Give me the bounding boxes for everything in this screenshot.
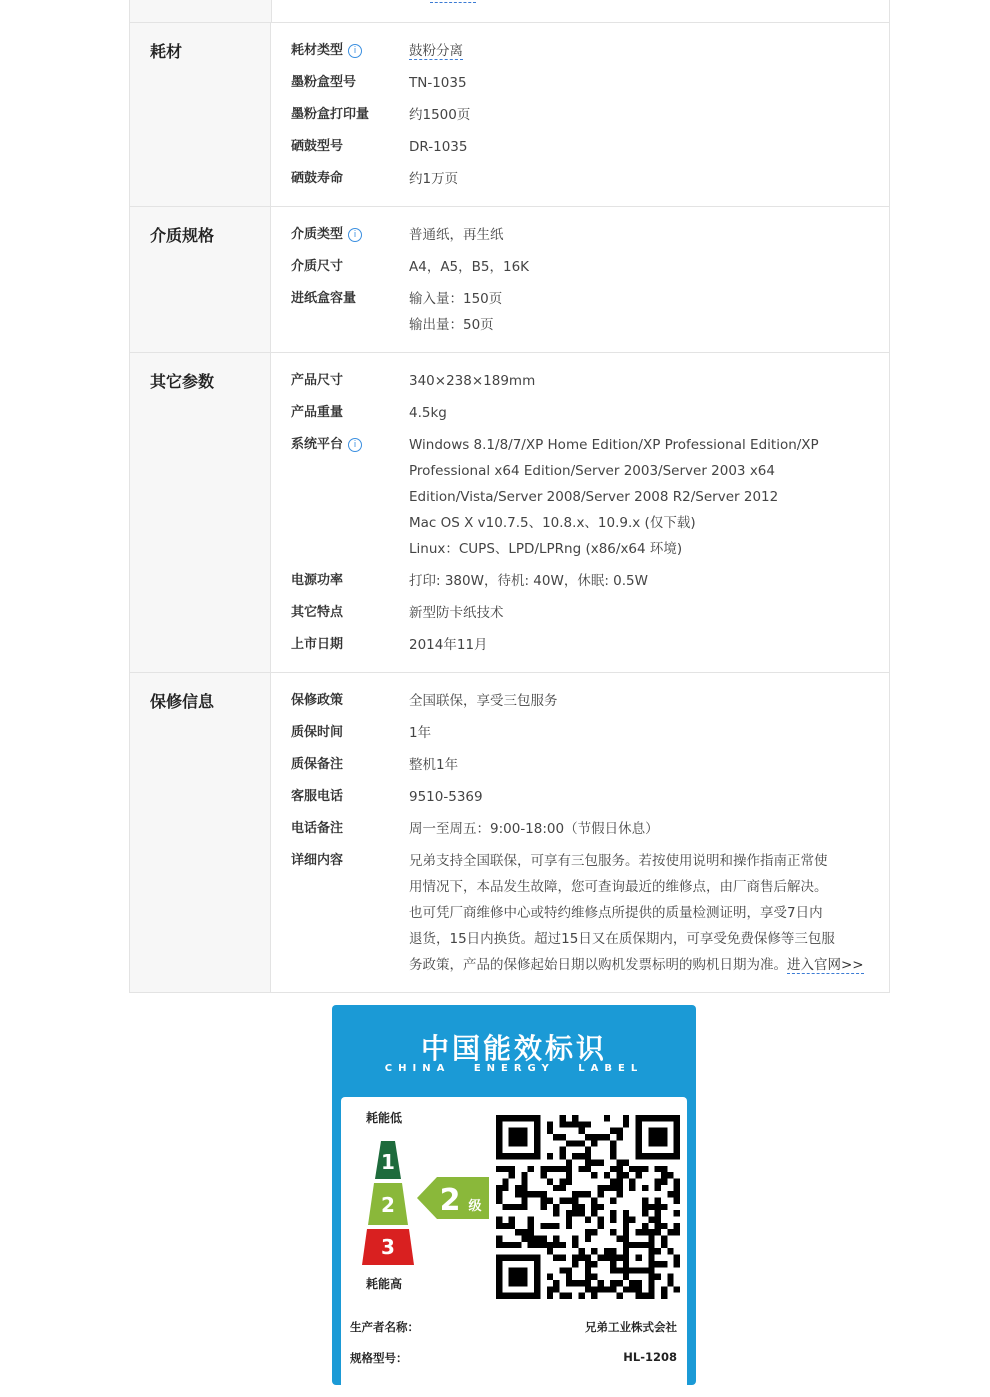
spec-value: [409, 166, 889, 192]
spec-key-label: 客服电话: [291, 789, 344, 804]
spec-value-line: 2014年11月: [409, 637, 488, 653]
spec-key: [271, 256, 409, 280]
spec-value: [409, 38, 889, 64]
model-value: HL-1208: [623, 1350, 677, 1364]
spec-key: [271, 634, 409, 658]
info-icon[interactable]: i: [348, 438, 362, 452]
spec-value-line: 约1500页: [409, 107, 471, 123]
section-title: 耗材: [130, 23, 271, 206]
spec-value: [409, 752, 889, 778]
spec-key: [271, 224, 409, 248]
spec-key-label: 硒鼓型号: [291, 139, 344, 154]
energy-label-panel: [341, 1097, 687, 1397]
spec-value-line: 务政策，产品的保修起始日期以购机发票标明的购机日期为准。: [409, 957, 787, 973]
spec-row: [271, 68, 889, 100]
spec-row: [271, 252, 889, 284]
spec-value-line: 新型防卡纸技术: [409, 605, 504, 621]
section-title: 其它参数: [130, 353, 271, 672]
spec-value-line[interactable]: 鼓粉分离: [409, 43, 463, 59]
spec-value: [409, 222, 889, 248]
spec-key-label: 上市日期: [291, 637, 344, 652]
spec-value: [409, 688, 889, 714]
spec-key-label: 系统平台: [291, 437, 344, 452]
high-consumption-label: 耗能高: [366, 1277, 403, 1291]
spec-key: [271, 850, 409, 978]
spec-key: [271, 786, 409, 810]
spec-key-label: 详细内容: [291, 853, 344, 868]
spec-value-line: 兄弟支持全国联保，可享有三包服务。若按使用说明和操作指南正常使: [409, 853, 828, 869]
spec-row: [271, 566, 889, 598]
spec-value-line: TN-1035: [409, 75, 467, 91]
grade-1-text: 1: [381, 1150, 395, 1174]
spec-row: [271, 366, 889, 398]
spec-value: [409, 286, 889, 338]
spec-value: [409, 134, 889, 160]
spec-key-label: 耗材类型: [291, 43, 344, 58]
spec-value-line: Linux：CUPS、LPD/LPRng (x86/x64 环境): [409, 541, 683, 557]
spec-row: [271, 814, 889, 846]
spec-key-label: 进纸盒容量: [291, 291, 357, 306]
spec-value: [409, 632, 889, 658]
spec-row: [271, 220, 889, 252]
previous-section-stub: [130, 0, 889, 23]
spec-key: [271, 818, 409, 842]
spec-key-label: 电话备注: [291, 821, 344, 836]
spec-key-label: 其它特点: [291, 605, 344, 620]
spec-key-label: 介质尺寸: [291, 259, 344, 274]
energy-grade-scale: [358, 1137, 418, 1269]
spec-key: [271, 72, 409, 96]
spec-value: [409, 432, 889, 562]
spec-value: [409, 368, 889, 394]
spec-value-line: Windows 8.1/8/7/XP Home Edition/XP Professional Edition/XP: [409, 437, 819, 453]
spec-value-line: 4.5kg: [409, 405, 447, 421]
spec-row: [271, 284, 889, 342]
grade-2-text: 2: [381, 1193, 395, 1217]
spec-value-line: 打印: 380W，待机: 40W，休眠: 0.5W: [409, 573, 648, 589]
spec-key: [271, 690, 409, 714]
spec-value: [409, 816, 889, 842]
spec-key-label: 保修政策: [291, 693, 344, 708]
china-energy-label: [332, 1005, 696, 1385]
spec-section: [130, 673, 889, 993]
model-label: 规格型号：: [350, 1351, 408, 1365]
section-title: 介质规格: [130, 207, 271, 352]
current-grade-arrow: [417, 1175, 493, 1221]
spec-value-line: 退货，15日内换货。超过15日又在质保期内，可享受免费保修等三包服: [409, 931, 835, 947]
spec-row: [271, 100, 889, 132]
spec-row: [271, 398, 889, 430]
energy-label-subtitle: CHINA ENERGY LABEL: [384, 1063, 644, 1074]
spec-value-line: 全国联保，享受三包服务: [409, 693, 558, 709]
spec-row: [271, 430, 889, 566]
spec-row: [271, 36, 889, 68]
spec-section: [130, 207, 889, 353]
spec-value: [409, 720, 889, 746]
spec-row: [271, 132, 889, 164]
spec-value-line: A4，A5，B5，16K: [409, 259, 530, 275]
low-consumption-label: 耗能低: [366, 1111, 403, 1125]
spec-key-label: 墨粉盒打印量: [291, 107, 370, 122]
spec-value-line: 约1万页: [409, 171, 459, 187]
spec-key: [271, 40, 409, 64]
spec-value: [409, 254, 889, 280]
spec-value-line: 普通纸，再生纸: [409, 227, 504, 243]
spec-value-line: 周一至周五：9:00-18:00（节假日休息）: [409, 821, 659, 837]
spec-row: [271, 686, 889, 718]
spec-row: [271, 846, 889, 982]
spec-value-line: 用情况下，本品发生故障，您可查询最近的维修点，由厂商售后解决。: [409, 879, 828, 895]
spec-key: [271, 602, 409, 626]
spec-key: [271, 722, 409, 746]
spec-section: [130, 23, 889, 207]
current-grade-suffix: 级: [468, 1199, 482, 1214]
info-icon[interactable]: i: [348, 44, 362, 58]
spec-value-line: Mac OS X v10.7.5、10.8.x、10.9.x (仅下载): [409, 515, 696, 531]
spec-key-label: 硒鼓寿命: [291, 171, 344, 186]
spec-table: [129, 0, 890, 993]
spec-key: [271, 434, 409, 562]
spec-value-line: 也可凭厂商维修中心或特约维修点所提供的质量检测证明，享受7日内: [409, 905, 823, 921]
grade-3-text: 3: [381, 1235, 395, 1259]
spec-value: [409, 70, 889, 96]
spec-row: [271, 598, 889, 630]
spec-key: [271, 136, 409, 160]
spec-key-label: 墨粉盒型号: [291, 75, 357, 90]
spec-value-line: 9510-5369: [409, 789, 483, 805]
spec-row: [271, 750, 889, 782]
spec-key: [271, 402, 409, 426]
spec-value-line: 340×238×189mm: [409, 373, 536, 389]
manufacturer-value: 兄弟工业株式会社: [585, 1320, 677, 1334]
spec-key: [271, 370, 409, 394]
spec-value-line: 输入量：150页: [409, 291, 503, 307]
qr-code: [496, 1115, 680, 1299]
spec-value-line: 整机1年: [409, 757, 459, 773]
spec-section: [130, 353, 889, 673]
official-site-link[interactable]: 进入官网>>: [787, 957, 864, 973]
spec-value: [409, 600, 889, 626]
spec-key-label: 产品尺寸: [291, 373, 344, 388]
spec-row: [271, 164, 889, 196]
spec-row: [271, 630, 889, 662]
spec-key-label: 质保时间: [291, 725, 344, 740]
current-grade-number: 2: [439, 1183, 461, 1218]
section-title: 保修信息: [130, 673, 271, 992]
spec-value-line: DR-1035: [409, 139, 468, 155]
spec-key: [271, 104, 409, 128]
spec-value: [409, 568, 889, 594]
spec-value: [409, 400, 889, 426]
spec-value: [409, 784, 889, 810]
energy-label-title: 中国能效标识: [420, 1032, 607, 1065]
spec-key: [271, 288, 409, 338]
spec-value-line: Edition/Vista/Server 2008/Server 2008 R2/Server 2012: [409, 489, 779, 505]
spec-key-label: 介质类型: [291, 227, 344, 242]
info-icon[interactable]: i: [348, 228, 362, 242]
manufacturer-label: 生产者名称：: [350, 1320, 419, 1334]
spec-key: [271, 754, 409, 778]
spec-value: [409, 848, 889, 978]
spec-value: [409, 102, 889, 128]
spec-key-label: 质保备注: [291, 757, 344, 772]
spec-row: [271, 718, 889, 750]
spec-key: [271, 570, 409, 594]
spec-value-line: 1年: [409, 725, 432, 741]
spec-value-line: Professional x64 Edition/Server 2003/Server 2003 x64: [409, 463, 775, 479]
spec-key: [271, 168, 409, 192]
spec-key-label: 产品重量: [291, 405, 344, 420]
spec-value-line: 输出量：50页: [409, 317, 494, 333]
spec-key-label: 电源功率: [291, 573, 344, 588]
spec-row: [271, 782, 889, 814]
